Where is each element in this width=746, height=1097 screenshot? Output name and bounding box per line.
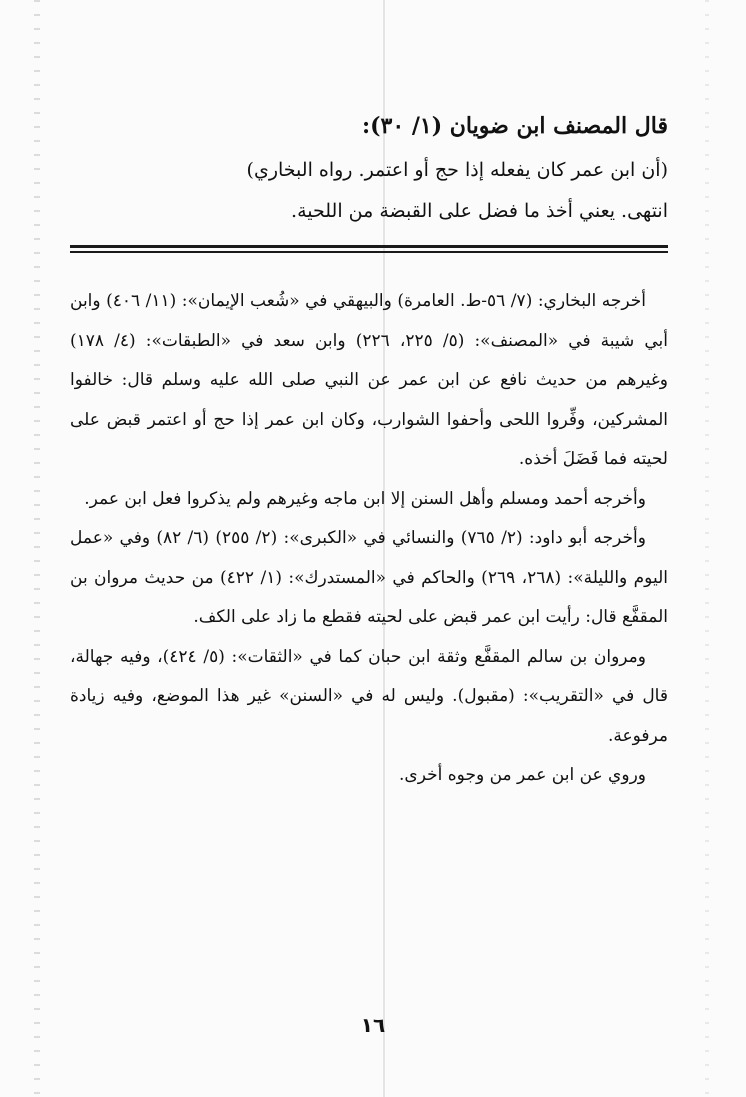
footnotes (70, 282, 668, 796)
quoted-text (70, 150, 668, 232)
footnote-paragraph: وأخرجه أحمد ومسلم وأهل السنن إلا ابن ماجه وغيرهم ولم يذكروا فعل ابن عمر. (84, 488, 646, 509)
quote-line: (أن ابن عمر كان يفعله إذا حج أو اعتمر. رواه البخاري) (246, 159, 668, 181)
footnote-divider-thick (70, 245, 668, 248)
page-number: ١٦ (360, 1013, 386, 1037)
section-heading: قال المصنف ابن ضويان (١/ ٣٠): (362, 113, 668, 139)
footnote-paragraph: وروي عن ابن عمر من وجوه أخرى. (399, 765, 646, 785)
footnote-divider-thin (70, 251, 668, 253)
footnote-paragraph: أخرجه البخاري: (٧/ ٥٦-ط. العامرة) والبيهقي في «شُعب الإيمان»: (١١/ ٤٠٦) وابن أبي شيبة في «المصنف»: (٥/ ٢٢٥، ٢٢٦) وابن سعد في «الطبقات»: (٤/ ١٧٨) وغيرهم من حديث نافع عن ابن عمر عن النبي صلى الله عليه وسلم قال: خالفوا المشركين، وفِّروا اللحى وأحفوا الشوارب، وكان ابن عمر إذا حج أو اعتمر قبض على لحيته فما فَضَلَ أخذه. (70, 291, 669, 469)
scan-marks-left (34, 0, 40, 1097)
footnote-paragraph: ومروان بن سالم المقفَّع وثقة ابن حبان كما في «الثقات»: (٥/ ٤٢٤)، وفيه جهالة، قال في «التقريب»: (مقبول). وليس له في «السنن» غير هذا الموضع، وفيه زيادة مرفوعة. (70, 646, 668, 746)
footnote-paragraph: وأخرجه أبو داود: (٢/ ٧٦٥) والنسائي في «الكبرى»: (٢/ ٢٥٥) (٦/ ٨٢) وفي «عمل اليوم والليلة»: (٢٦٨، ٢٦٩) والحاكم في «المستدرك»: (١/ ٤٢٢) من حديث مروان بن المقفَّع قال: رأيت ابن عمر قبض على لحيته فقطع ما زاد على الكف. (70, 528, 668, 627)
quote-line: انتهى. يعني أخذ ما فضل على القبضة من اللحية. (291, 200, 668, 222)
scan-marks-right (705, 0, 709, 1097)
